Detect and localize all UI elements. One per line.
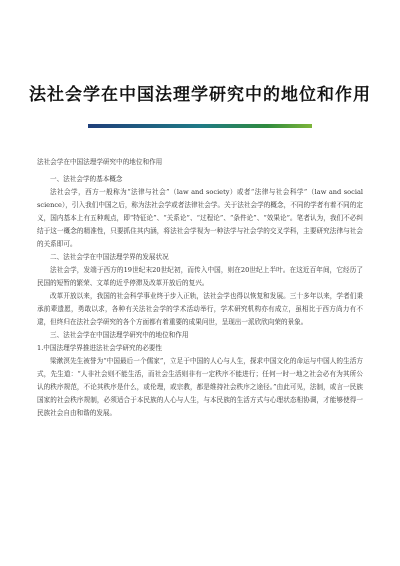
- paragraph: 法社会学，西方一般称为“法律与社会”（law and society）或者“法律与社会科学”（law and social science），引入我们中国之后，称为法社会学或者法律社会学。关于法社会学的概念，不同的学者有着不同的定义，国内基本上有五种观点，即“特征论”、“关系论”、“过程论”、“条件论”、“效果论”。笔者认为，我们不必纠结于这一概念的精准性，只要抓住其内涵，将法社会学视为一种法学与社会学的交叉学科，主要研究法律与社会的关系即可。: [37, 188, 363, 248]
- paragraph: 梁漱溟先生被誉为“中国最后一个儒家”，立足于中国的人心与人生，探求中国文化的命运与中国人的生活方式，先生道：“人非社会则不能生活，而社会生活则非有一定秩序不能进行；任何一时一地之社会必有为其所公认的秩序规范，不论其秩序是什么，或伦理，或宗教，都是维持社会秩序之途径。”由此可见，法制，或言一民族国家的社会秩序规制，必须适合于本民族的人心与人生，与本民族的生活方式与心理状态相协调，才能够使得一民族社会自由和谐的发展。: [37, 357, 363, 417]
- title-divider: [88, 124, 312, 128]
- paragraph: 法社会学，发端于西方的19世纪末20世纪初，而传入中国，则在20世纪上半叶。在这近百年间，它经历了民国的短暂的繁荣、文革的近乎停滞及改革开放后的复兴。: [37, 266, 363, 287]
- section-heading: 二、法社会学在中国法理学界的发展状况: [50, 253, 169, 261]
- document-body: [37, 156, 363, 420]
- section-heading: 一、法社会学的基本概念: [50, 175, 123, 183]
- document-title: 法社会学在中国法理学研究中的地位和作用: [29, 85, 371, 105]
- document-subtitle: 法社会学在中国法理学研究中的地位和作用: [37, 158, 163, 166]
- paragraph: 改革开放以来，我国的社会科学事业终于步入正轨，法社会学也得以恢复和发展。三十多年以来，学者们秉承前辈遗愿，勇敢以求，各种有关法社会学的学术活动举行，学术研究机构亦有成立，虽相比于西方尚力有不逮，但终归在法社会学研究的各个方面都有着重要的成果问世，呈现出一派欣欣向荣的景象。: [37, 292, 363, 326]
- section-heading: 三、法社会学在中国法理学研究中的地位和作用: [50, 331, 189, 339]
- subsection-heading: 1.中国法理学界推进法社会学研究的必要性: [37, 344, 162, 352]
